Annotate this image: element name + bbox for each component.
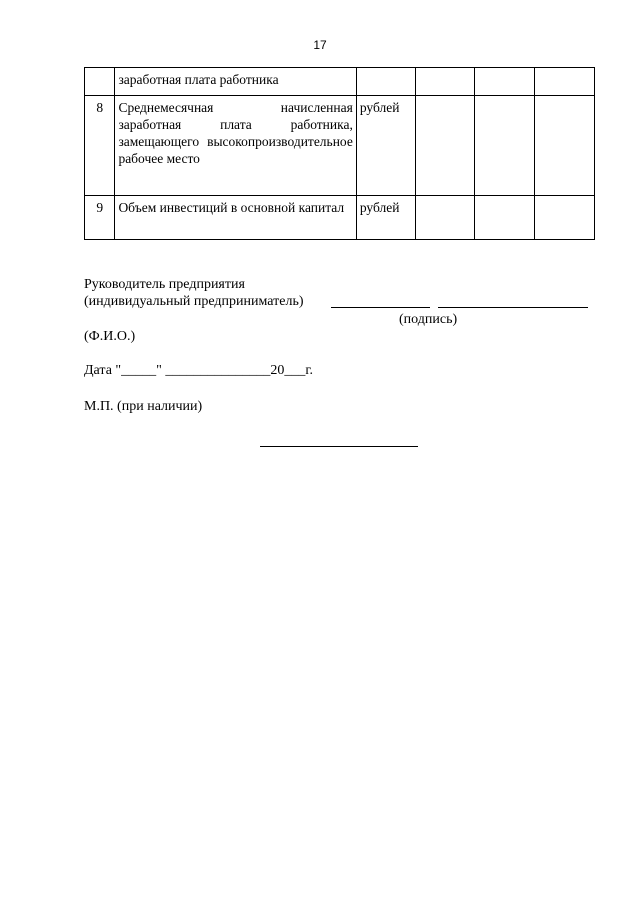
unit-cell: рублей <box>356 196 415 240</box>
table-row <box>85 68 595 96</box>
indicator-name: Среднемесячная начисленная заработная плата работника, замещающего высокопроизводительное рабочее место <box>115 96 356 196</box>
value-cell <box>535 68 595 96</box>
value-cell <box>415 196 475 240</box>
fio-caption: (Ф.И.О.) <box>84 329 136 344</box>
date-field: Дата "_____" _______________20___г. <box>84 363 313 378</box>
row-number: 8 <box>85 96 115 196</box>
stamp-note: М.П. (при наличии) <box>84 399 203 414</box>
name-line <box>438 307 588 308</box>
head-subtitle: (индивидуальный предприниматель) <box>84 294 304 309</box>
table-row <box>85 196 595 240</box>
signature-caption: (подпись) <box>399 312 458 327</box>
value-cell <box>475 196 535 240</box>
value-cell <box>535 96 595 196</box>
signature-line <box>331 307 430 308</box>
unit-cell <box>356 68 415 96</box>
indicators-table <box>84 67 595 240</box>
table-row <box>85 96 595 196</box>
unit-cell: рублей <box>356 96 415 196</box>
page-number: 17 <box>313 38 327 52</box>
value-cell <box>475 68 535 96</box>
head-title: Руководитель предприятия <box>84 277 245 292</box>
value-cell <box>535 196 595 240</box>
row-number: 9 <box>85 196 115 240</box>
value-cell <box>415 68 475 96</box>
end-divider <box>260 446 418 447</box>
value-cell <box>415 96 475 196</box>
indicator-name: заработная плата работника <box>115 68 356 96</box>
row-number <box>85 68 115 96</box>
value-cell <box>475 96 535 196</box>
indicator-name: Объем инвестиций в основной капитал <box>115 196 356 240</box>
